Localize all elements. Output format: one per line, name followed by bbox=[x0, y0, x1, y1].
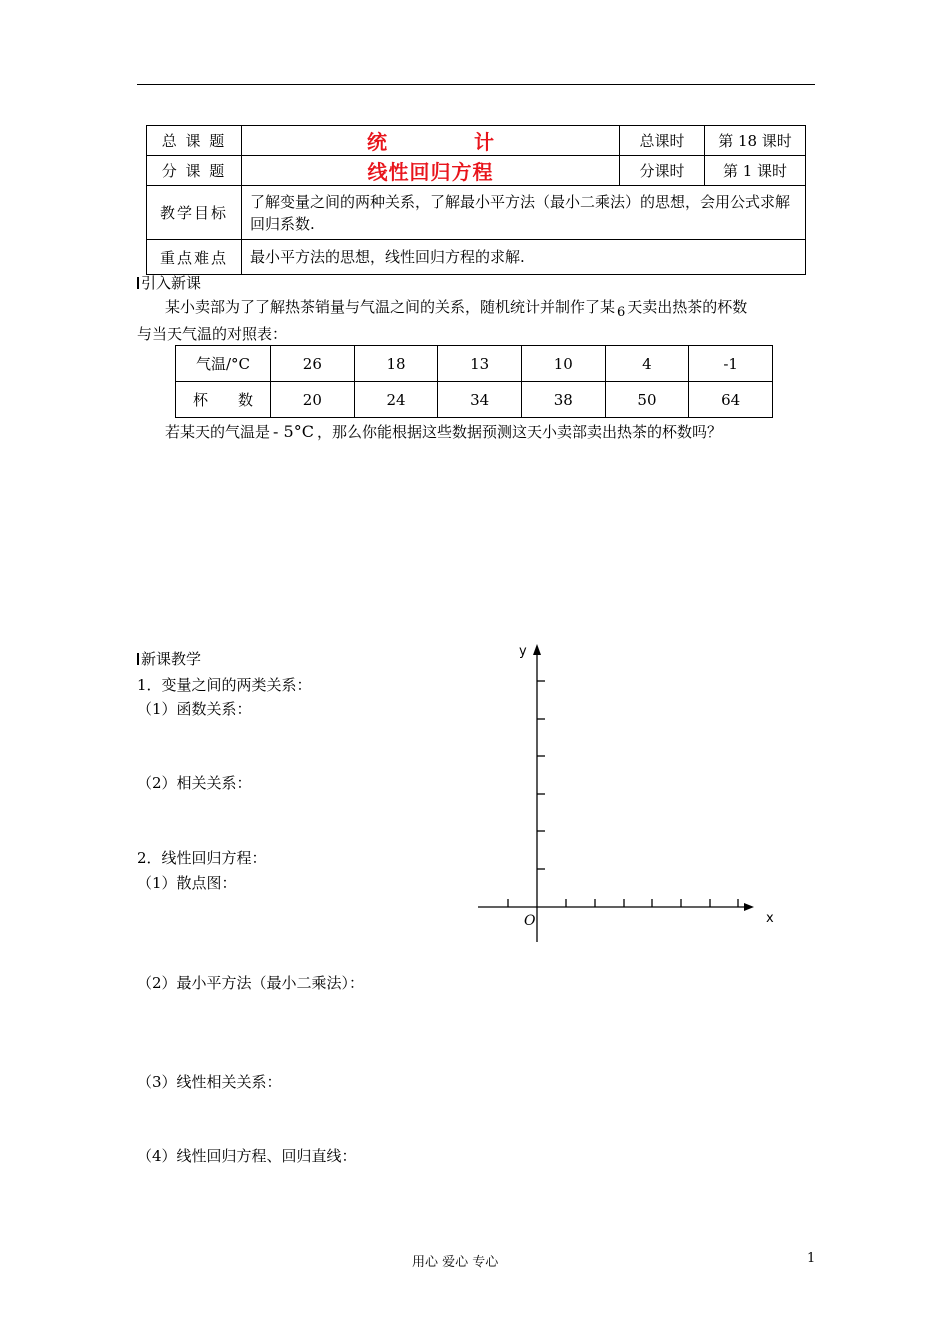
total-hours-value: 第 18 课时 bbox=[705, 126, 806, 156]
cups-cell: 64 bbox=[689, 382, 773, 418]
cups-cell: 24 bbox=[354, 382, 438, 418]
cups-cell: 38 bbox=[521, 382, 605, 418]
item-1: 1．变量之间的两类关系： bbox=[137, 676, 312, 694]
item-2: 2．线性回归方程： bbox=[137, 849, 267, 867]
bullet-mark bbox=[137, 277, 139, 289]
temp-cell: 26 bbox=[271, 346, 355, 382]
top-rule bbox=[137, 84, 815, 85]
temp-cell: 13 bbox=[438, 346, 522, 382]
coordinate-axes bbox=[470, 640, 790, 950]
cups-cell: 34 bbox=[438, 382, 522, 418]
total-hours-label: 总课时 bbox=[620, 126, 705, 156]
intro-question: 若某天的气温是 - 5°C ，那么你能根据这些数据预测这天小卖部卖出热茶的杯数吗？ bbox=[165, 422, 722, 441]
new-lesson-heading: 新课教学 bbox=[137, 648, 201, 669]
intro-paragraph-line1: 某小卖部为了了解热茶销量与气温之间的关系，随机统计并制作了某 6 天卖出热茶的杯数 bbox=[165, 298, 748, 320]
x-axis-label: x bbox=[766, 911, 774, 926]
y-axis-label: y bbox=[519, 644, 527, 659]
main-topic-label: 总 课 题 bbox=[147, 126, 242, 156]
footer-center: 用心 爱心 专心 bbox=[412, 1255, 499, 1270]
cups-cell: 50 bbox=[605, 382, 689, 418]
lesson-header-table bbox=[146, 125, 806, 275]
temp-cell: 18 bbox=[354, 346, 438, 382]
bullet-mark bbox=[137, 653, 139, 665]
x-axis-arrow bbox=[744, 903, 754, 911]
item-2-2: （2）最小平方法（最小二乘法）： bbox=[137, 974, 365, 992]
goals-label: 教学目标 bbox=[147, 186, 242, 240]
sub-topic-label: 分 课 题 bbox=[147, 156, 242, 186]
item-1-2: （2）相关关系： bbox=[137, 774, 252, 792]
page-number: 1 bbox=[807, 1251, 816, 1266]
x-axis-ticks bbox=[508, 899, 738, 907]
cups-label: 杯 数 bbox=[176, 382, 271, 418]
header-row-main-topic bbox=[147, 126, 806, 156]
temperature-row bbox=[176, 346, 773, 382]
y-axis-arrow bbox=[533, 644, 541, 655]
main-topic-title: 统 计 bbox=[242, 126, 620, 156]
temp-cell: 10 bbox=[521, 346, 605, 382]
item-2-4: （4）线性回归方程、回归直线： bbox=[137, 1147, 357, 1165]
item-1-1: （1）函数关系： bbox=[137, 700, 252, 718]
sub-topic-title: 线性回归方程 bbox=[242, 156, 620, 186]
intro-heading: 引入新课 bbox=[137, 272, 201, 293]
goals-content: 了解变量之间的两种关系，了解最小平方法（最小二乘法）的思想，会用公式求解回归系数. bbox=[242, 186, 806, 240]
sub-hours-value: 第 1 课时 bbox=[705, 156, 806, 186]
cups-cell: 20 bbox=[271, 382, 355, 418]
question-temperature: - 5°C bbox=[273, 422, 314, 441]
temperature-cups-table bbox=[175, 345, 773, 418]
header-row-sub-topic bbox=[147, 156, 806, 186]
item-2-1: （1）散点图： bbox=[137, 874, 237, 892]
origin-label: O bbox=[524, 913, 536, 929]
intro-paragraph-line2: 与当天气温的对照表： bbox=[137, 325, 288, 343]
temp-cell: -1 bbox=[689, 346, 773, 382]
temperature-label: 气温/°C bbox=[176, 346, 271, 382]
header-row-goals bbox=[147, 186, 806, 240]
item-2-3: （3）线性相关关系： bbox=[137, 1073, 282, 1091]
sub-hours-label: 分课时 bbox=[620, 156, 705, 186]
key-points-content: 最小平方法的思想，线性回归方程的求解. bbox=[242, 240, 806, 275]
temp-cell: 4 bbox=[605, 346, 689, 382]
y-axis-ticks bbox=[537, 681, 545, 869]
key-points-label: 重点难点 bbox=[147, 240, 242, 275]
cups-row bbox=[176, 382, 773, 418]
header-row-key-points bbox=[147, 240, 806, 275]
